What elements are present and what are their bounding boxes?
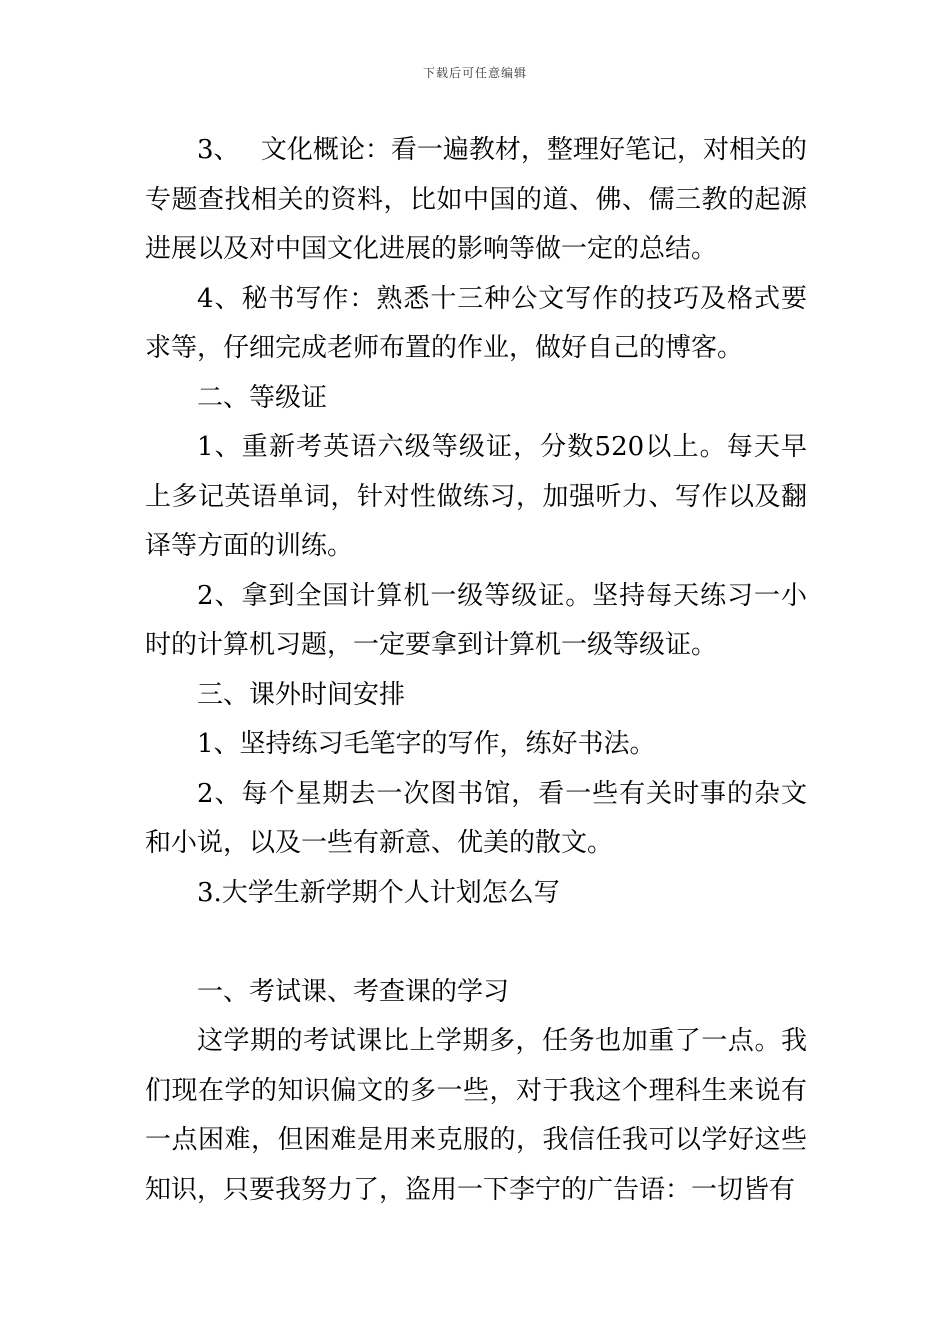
article-title: 3.大学生新学期个人计划怎么写 — [197, 877, 560, 908]
section-heading-certificates: 二、等级证 — [197, 382, 328, 413]
paragraph-calligraphy: 1、坚持练习毛笔字的写作，练好书法。 — [197, 729, 656, 759]
paragraph-library: 2、每个星期去一次图书馆，看一些有关时事的杂文和小说，以及一些有新意、优美的散文。 — [145, 778, 807, 858]
document-body — [145, 126, 807, 1215]
section-heading-extracurricular: 三、课外时间安排 — [197, 679, 406, 710]
blank-line — [145, 918, 807, 968]
paragraph-secretarial-writing: 4、秘书写作：熟悉十三种公文写作的技巧及格式要求等，仔细完成老师布置的作业，做好自己的博客。 — [145, 283, 807, 363]
paragraph-computer-certificate: 2、拿到全国计算机一级等级证。坚持每天练习一小时的计算机习题，一定要拿到计算机一级等级证。 — [145, 580, 807, 660]
paragraph-english-cet6: 1、重新考英语六级等级证，分数520以上。每天早上多记英语单词，针对性做练习，加强听力、写作以及翻译等方面的训练。 — [145, 432, 807, 561]
page-header-note: 下载后可任意编辑 — [422, 66, 527, 80]
paragraph-semester-study: 这学期的考试课比上学期多，任务也加重了一点。我们现在学的知识偏文的多一些，对于我这个理科生来说有一点困难，但困难是用来克服的，我信任我可以学好这些知识，只要我努力了，盗用一下李宁的广告语：一切皆有 — [145, 1026, 807, 1205]
section-heading-exam-courses: 一、考试课、考查课的学习 — [197, 976, 510, 1007]
paragraph-culture-overview: 3、 文化概论：看一遍教材，整理好笔记，对相关的专题查找相关的资料，比如中国的道、佛、儒三教的起源进展以及对中国文化进展的影响等做一定的总结。 — [145, 135, 807, 264]
